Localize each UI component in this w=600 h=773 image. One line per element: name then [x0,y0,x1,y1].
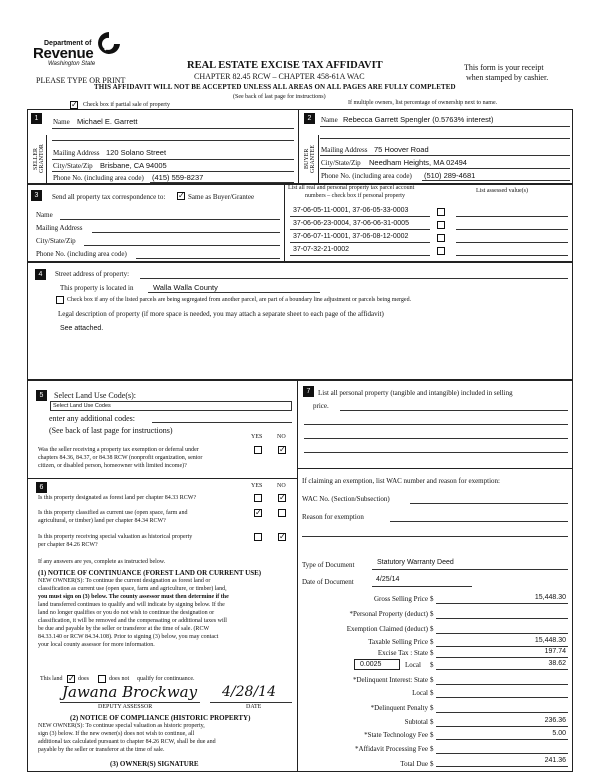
if-yes-note: If any answers are yes, complete as instructed below. [38,559,166,565]
buyer-name-label: Name [321,116,338,124]
section-1-number: 1 [31,113,42,124]
personal-property-label-2: price. [313,402,329,410]
reason-label: Reason for exemption [302,513,364,521]
delinquent-penalty-input[interactable] [436,712,568,713]
buyer-phone[interactable]: (510) 289-4681 [424,171,476,180]
local-label: Local [405,661,421,669]
section-6-number: 6 [36,482,47,493]
buyer-address[interactable]: 75 Hoover Road [374,145,429,154]
dollar-sign: $ [430,731,434,739]
delinquent-penalty-label: *Delinquent Penalty [370,704,428,712]
delinquent-local-input[interactable] [436,697,568,698]
dollar-sign: $ [430,625,434,633]
parcel-personal-checkbox[interactable] [437,208,445,216]
notice-line: 84.33.140 or RCW 84.34.108). Prior to signing (3) below, you may contact [38,634,219,640]
section-3-number: 3 [31,190,42,201]
seller-city-label: City/State/Zip [53,162,93,170]
seller-phone[interactable]: (415) 559-8237 [152,173,204,182]
notice-line: NEW OWNER(S): To continue the current designation as forest land or [38,578,211,584]
local-value[interactable]: 38.62 [548,660,566,667]
buyer-name[interactable]: Rebecca Garrett Spengler (0.5763% interest) [343,115,494,124]
dollar-sign: $ [430,661,434,669]
owner-signature-label: (3) OWNER(S) SIGNATURE [110,760,199,768]
street-address-label: Street address of property: [55,270,130,278]
seller-name-label: Name [53,118,70,126]
receipt-note-2: when stamped by cashier. [466,73,549,82]
subtotal-value[interactable]: 236.36 [544,717,566,724]
dollar-sign: $ [430,638,434,646]
assessed-header: List assessed value(s) [476,188,528,194]
land-use-select-text: Select Land Use Codes [53,403,111,409]
total-due-value[interactable]: 241.36 [544,757,566,764]
forest-no-checkbox[interactable]: ✓ [279,493,286,502]
current-use-yes-checkbox[interactable]: ✓ [255,508,262,517]
corr-mailing-label: Mailing Address [36,224,83,232]
notice-line: payable by the seller or transferor at the time of sale. [38,747,165,753]
current-use-question-2: agricultural, or timber) land per chapter 84.34 RCW? [38,518,166,524]
date-label: DATE [246,704,262,710]
corr-phone-label: Phone No. (including area code) [36,250,127,258]
seller-address[interactable]: 120 Solano Street [106,148,167,157]
exemption-q-3: citizen, or disabled person, homeowner with limited income)? [38,463,187,469]
s5-yes: YES [251,434,263,440]
dollar-sign: $ [430,760,434,768]
technology-fee-label: *State Technology Fee [364,731,428,739]
technology-fee-value[interactable]: 5.00 [552,730,566,737]
seller-phone-label: Phone No. (including area code) [53,174,144,182]
logo-mark-icon [96,30,122,58]
parcel-personal-checkbox[interactable] [437,221,445,229]
delinquent-local-label: Local [412,689,428,697]
segregated-checkbox[interactable] [56,296,64,304]
forest-question: Is this property designated as forest land per chapter 84.33 RCW? [38,495,197,501]
historic-question-1: Is this property receiving special valuation as historical property [38,534,193,540]
delinquent-interest-input[interactable] [436,684,568,685]
land-use-select[interactable] [50,401,292,411]
assessor-signature: Jawana Brockway [62,683,198,701]
affidavit-fee-label: *Affidavit Processing Fee [355,745,428,753]
print-note: PLEASE TYPE OR PRINT [36,76,126,85]
excise-state-label: Excise Tax : State [377,649,428,657]
s5-no: NO [277,434,286,440]
does-checkbox[interactable]: ✓ [68,674,75,683]
parcel-item[interactable]: 37-06-07-11-0001, 37-06-08-12-0002 [293,233,409,240]
doc-type-label: Type of Document [302,561,355,569]
section-4-number: 4 [35,269,46,280]
personal-property-label-1: List all personal property (tangible and intangible) included in selling [318,389,513,397]
seller-address-label: Mailing Address [53,149,100,157]
exemption-q-1: Was the seller receiving a property tax exemption or deferral under [38,447,199,453]
personal-deduct-label: *Personal Property (deduct) [349,610,428,618]
current-use-question-1: Is this property classified as current use (open space, farm and [38,510,188,516]
notice-line: land no longer qualifies or you do not wish to continue the designation or [38,610,215,616]
delinquent-interest-label: *Delinquent Interest: State [352,676,428,684]
seller-city[interactable]: Brisbane, CA 94005 [100,161,167,170]
buyer-phone-label: Phone No. (including area code) [321,172,412,180]
buyer-address-label: Mailing Address [321,146,368,154]
affidavit-fee-input[interactable] [436,753,568,754]
receipt-note-1: This form is your receipt [464,63,544,72]
notice-line: you must sign on (3) below. The county assessor must then determine if the [38,594,229,600]
seller-vertical-label: SELLER GRANTOR [33,144,45,174]
assessor-date[interactable]: 4/28/14 [222,684,276,700]
doc-date-label: Date of Document [302,578,354,586]
forest-yes-checkbox[interactable] [254,494,262,502]
notice-line: NEW OWNER(S): To continue special valuation as historic property, [38,723,205,729]
gross-label: Gross Selling Price [373,595,428,603]
dollar-sign: $ [430,718,434,726]
buyer-vertical-label: BUYER GRANTEE [304,145,316,173]
located-label: This property is located in [60,284,134,292]
this-land-label: This land [40,676,63,682]
dollar-sign: $ [430,676,434,684]
deputy-assessor-label: DEPUTY ASSESSOR [98,704,153,710]
notice-compliance-title: (2) NOTICE OF COMPLIANCE (HISTORIC PROPERTY) [70,714,251,722]
exemption-deduct-input[interactable] [436,633,568,634]
historic-yes-checkbox[interactable] [254,533,262,541]
exemption-no-checkbox[interactable]: ✓ [279,445,286,454]
property-box [27,262,573,380]
additional-codes-input[interactable] [152,422,292,423]
parcel-item[interactable]: 37-06-05-11-0001, 37-06-05-33-0003 [293,207,409,214]
buyer-city[interactable]: Needham Heights, MA 02494 [369,158,467,167]
partial-sale-label: Check box if partial sale of property [83,102,170,108]
partial-sale-checkbox[interactable]: ✓ [71,100,78,109]
notice-line: sign (3) below. If the new owner(s) does not wish to continue, all [38,731,195,737]
accounts-header-2: numbers – check box if personal property [305,193,405,199]
personal-deduct-input[interactable] [436,618,568,619]
see-back-note: (See back of last page for instructions) [233,94,326,100]
does-not-checkbox[interactable] [98,675,106,683]
gross-value[interactable]: 15,448.30 [534,594,566,601]
does-not-label: does not [109,676,130,682]
notice-line: land transferred continues to qualify and will indicate by signing below. If the [38,602,225,608]
form-chapters: CHAPTER 82.45 RCW – CHAPTER 458-61A WAC [194,72,365,81]
doc-date[interactable]: 4/25/14 [376,576,400,583]
parcel-personal-checkbox[interactable] [437,234,445,242]
form-warning: THIS AFFIDAVIT WILL NOT BE ACCEPTED UNLESS ALL AREAS ON ALL PAGES ARE FULLY COMPLETED [94,83,456,91]
parcel-item[interactable]: 37-06-06-23-0004, 37-06-06-31-0005 [293,220,409,227]
exemption-q-2: chapters 84.36, 84.37, or 84.38 RCW (nonprofit organization, senior [38,455,203,461]
parcel-item[interactable]: 37-07-32-21-0002 [293,246,350,253]
qualify-label: qualify for continuance. [137,676,195,682]
notice-line: additional tax calculated pursuant to chapter 84.26 RCW, shall be due and [38,739,216,745]
seller-name[interactable]: Michael E. Garrett [77,117,138,126]
segregated-label: Check box if any of the listed parcels are being segregated from another parcel, are part of a boundary line adjustment or parcels being merged. [67,297,412,303]
notice-line: classification as current use (open space, farm and agriculture, or timber) land, [38,586,227,592]
s6-no: NO [277,483,286,489]
total-due-label: Total Due [400,760,428,768]
dollar-sign: $ [430,649,434,657]
corr-name-label: Name [36,211,53,219]
wac-label: WAC No. (Section/Subsection) [302,495,390,503]
notice-continuance-title: (1) NOTICE OF CONTINUANCE (FOREST LAND OR CURRENT USE) [38,569,262,577]
form-title: REAL ESTATE EXCISE TAX AFFIDAVIT [187,60,383,71]
parcel-personal-checkbox[interactable] [437,247,445,255]
additional-codes-label: enter any additional codes: [49,414,135,423]
exemption-yes-checkbox[interactable] [254,446,262,454]
legal-description-label: Legal description of property (if more space is needed, you may attach a separate sheet to each page of the affidavit) [58,310,384,318]
doc-type[interactable]: Statutory Warranty Deed [377,559,454,566]
historic-question-2: per chapter 84.26 RCW? [38,542,98,548]
does-label: does [78,676,89,682]
current-use-no-checkbox[interactable] [278,509,286,517]
land-use-see-back: (See back of last page for instructions) [49,426,173,435]
notice-line: be due and payable by the seller or transferor at the time of sale. (RCW [38,626,210,632]
county[interactable]: Walla Walla County [153,283,218,292]
dept-line2: Revenue [33,45,94,62]
see-attached[interactable]: See attached. [60,325,104,332]
land-use-label: Select Land Use Code(s): [54,391,136,400]
local-rate-box[interactable] [354,659,400,670]
historic-no-checkbox[interactable]: ✓ [279,532,286,541]
dollar-sign: $ [430,595,434,603]
taxable-label: Taxable Selling Price [368,638,428,646]
s6-yes: YES [251,483,263,489]
same-as-buyer-checkbox[interactable]: ✓ [178,191,185,200]
buyer-city-label: City/State/Zip [321,159,361,167]
dollar-sign: $ [430,610,434,618]
excise-state-value[interactable]: 197.74 [544,648,566,655]
local-rate: 0.0025 [360,661,382,668]
dollar-sign: $ [430,689,434,697]
notice-line: your local county assessor for more information. [38,642,155,648]
dollar-sign: $ [430,704,434,712]
dept-line3: Washington State [48,61,96,67]
dept-line1: Department of [44,40,92,47]
section-7-number: 7 [303,386,314,397]
subtotal-label: Subtotal [404,718,428,726]
exemption-claim-label: If claiming an exemption, list WAC number and reason for exemption: [302,477,500,485]
correspondence-label: Send all property tax correspondence to: [52,193,166,201]
reason-input[interactable] [390,521,568,522]
section-5-number: 5 [36,390,47,401]
exemption-deduct-label: Exemption Claimed (deduct) [346,625,428,633]
corr-city-label: City/State/Zip [36,237,76,245]
multiple-owners-note: If multiple owners, list percentage of ownership next to name. [348,100,498,106]
taxable-value[interactable]: 15,448.30 [534,637,566,644]
accounts-header-1: List all real and personal property tax parcel account [288,185,415,191]
same-as-buyer-label: Same as Buyer/Grantee [188,193,255,201]
notice-line: classification, it will be removed and the compensating or additional taxes will [38,618,227,624]
dollar-sign: $ [430,745,434,753]
section-2-number: 2 [304,113,315,124]
wac-input[interactable] [410,503,568,504]
